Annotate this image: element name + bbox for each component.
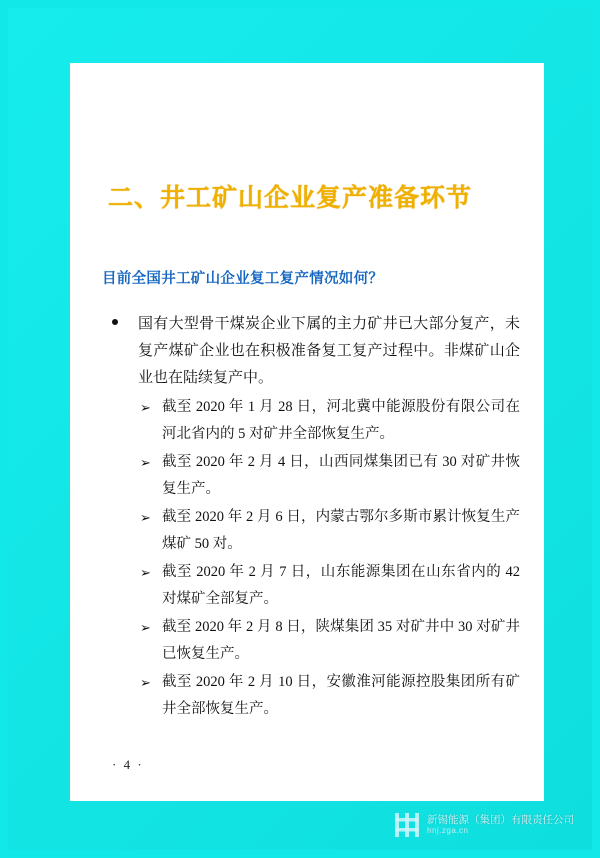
list-item-text: 截至 2020 年 2 月 8 日，陕煤集团 35 对矿井中 30 对矿井已恢复生产。 [162, 619, 520, 662]
arrow-bullet-icon: ➢ [140, 620, 151, 635]
page-title: 二、井工矿山企业复产准备环节 [108, 185, 473, 212]
bullet-dot-icon [112, 319, 118, 325]
watermark [393, 810, 574, 840]
list-item-text: 截至 2020 年 2 月 7 日，山东能源集团在山东省内的 42 对煤矿全部复产。 [162, 564, 520, 607]
arrow-bullet-icon: ➢ [140, 675, 151, 690]
watermark-company: 新锡能源（集团）有限责任公司 [427, 814, 574, 827]
arrow-bullet-icon: ➢ [140, 400, 151, 415]
arrow-bullet-icon: ➢ [140, 510, 151, 525]
list-item [100, 311, 520, 392]
list-item-text: 截至 2020 年 1 月 28 日，河北冀中能源股份有限公司在河北省内的 5 对矿井全部恢复生产。 [162, 399, 520, 442]
company-logo-icon [393, 810, 421, 840]
watermark-url: hnj.zga.cn [427, 826, 469, 836]
list-item-text: 截至 2020 年 2 月 4 日，山西同煤集团已有 30 对矿井恢复生产。 [162, 454, 520, 497]
list-item [100, 559, 520, 613]
lead-paragraph-text: 国有大型骨干煤炭企业下属的主力矿井已大部分复产，未复产煤矿企业也在积极准备复工复产过程中。非煤矿山企业也在陆续复产中。 [138, 316, 520, 386]
arrow-bullet-icon: ➢ [140, 455, 151, 470]
document-paper [70, 63, 544, 801]
section-question-heading: 目前全国井工矿山企业复工复产情况如何？ [102, 271, 384, 287]
list-item [100, 394, 520, 448]
list-item-text: 截至 2020 年 2 月 10 日，安徽淮河能源控股集团所有矿井全部恢复生产。 [162, 674, 520, 717]
sub-list [100, 394, 520, 723]
list-item [100, 669, 520, 723]
document-body [100, 311, 520, 723]
list-item [100, 504, 520, 558]
document-page-background [8, 8, 592, 850]
list-item-text: 截至 2020 年 2 月 6 日，内蒙古鄂尔多斯市累计恢复生产煤矿 50 对。 [162, 509, 520, 552]
arrow-bullet-icon: ➢ [140, 565, 151, 580]
watermark-text [427, 814, 574, 835]
list-item [100, 449, 520, 503]
page-number: · 4 · [112, 757, 144, 772]
list-item [100, 614, 520, 668]
